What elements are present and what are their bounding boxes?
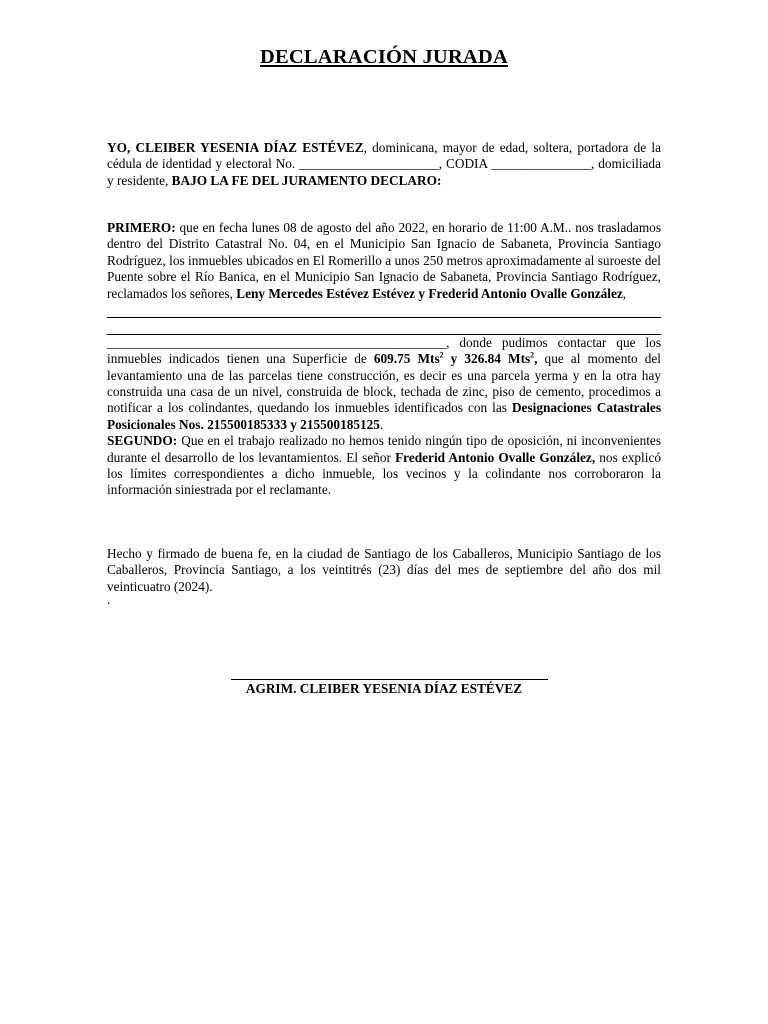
area-1-unit-sup: 2 xyxy=(439,350,444,360)
intro-paragraph xyxy=(107,140,661,189)
primero-text-1: que en fecha lunes 08 de agosto del año 2022, en horario de 11:00 A.M.. nos trasladamos dentro del Distrito Catastral No. 04, en el Municipio San Ignacio de Sabaneta, Provincia Santiago Rodríguez, los inmuebles ubicados en El Romerillo a unos 250 metros aproximadamente al suroeste del Puente sobre el Río Banica, en el Municipio San Ignacio de Sabaneta, Provincia Santiago Rodríguez, reclamados los señores, xyxy=(107,220,661,301)
blank-line-1 xyxy=(107,302,661,318)
oath-statement: BAJO LA FE DEL JURAMENTO DECLARO: xyxy=(171,172,442,188)
area-2: 326.84 Mts xyxy=(464,351,531,367)
blank-line-3: ___________________________________________________ xyxy=(107,334,447,350)
segundo-label: SEGUNDO: xyxy=(107,433,178,449)
cadastral-designations: Designaciones Catastrales Posicionales Nos. 215500185333 y 215500185125 xyxy=(107,400,661,432)
primero-end: . xyxy=(379,416,384,432)
document-title: DECLARACIÓN JURADA xyxy=(260,46,508,68)
blank-line-2 xyxy=(107,318,661,334)
closing-paragraph: Hecho y firmado de buena fe, en la ciudad de Santiago de los Caballeros, Municipio Santiago de los Caballeros, Provincia Santiago, a los veintitrés (23) días del mes de septiembre del año dos mil veinticuatro (2024). xyxy=(107,546,661,594)
declarant-name: YO, CLEIBER YESENIA DÍAZ ESTÉVEZ xyxy=(107,140,364,155)
primero-text-2: , xyxy=(622,285,627,301)
area-1: 609.75 Mts xyxy=(373,351,440,367)
area-conjunction: y xyxy=(443,351,465,367)
area-2-unit-sup: 2 xyxy=(530,350,535,360)
segundo-text-1: Que en el trabajo realizado no hemos tenido ningún tipo de oposición, ni inconvenientes durante el desarrollo de los levantamientos. El señor xyxy=(107,433,661,465)
stray-dot: . xyxy=(107,592,111,607)
area-comma: , xyxy=(534,351,538,367)
signature-name: AGRIM. CLEIBER YESENIA DÍAZ ESTÉVEZ xyxy=(245,681,523,696)
primero-paragraph xyxy=(107,220,661,499)
owners-names: Leny Mercedes Estévez Estévez y Frederid Antonio Ovalle González xyxy=(236,285,623,301)
segundo-person: Frederid Antonio Ovalle González, xyxy=(395,449,596,465)
segundo-text-2: nos explicó los límites correspondientes a dicho inmueble, los vecinos y la colindante nos corroboraron la información siniestrada por el reclamante. xyxy=(107,449,661,498)
signature-line xyxy=(231,679,548,680)
primero-text-3: , donde pudimos contactar que los inmuebles indicados tienen una Superficie de xyxy=(107,334,661,367)
intro-text: , dominicana, mayor de edad, soltera, portadora de la cédula de identidad y electoral No. _____________________, CODIA _______________, domiciliada y residente, xyxy=(107,140,661,188)
primero-label: PRIMERO: xyxy=(107,220,176,235)
primero-text-4: que al momento del levantamiento una de las parcelas tiene construcción, es decir es una parcela yerma y en la otra hay construida una casa de un nivel, construida de block, techada de zinc, piso de cemento, procedimos a notificar a los colindantes, quedando los inmuebles identificados con las xyxy=(107,351,661,416)
